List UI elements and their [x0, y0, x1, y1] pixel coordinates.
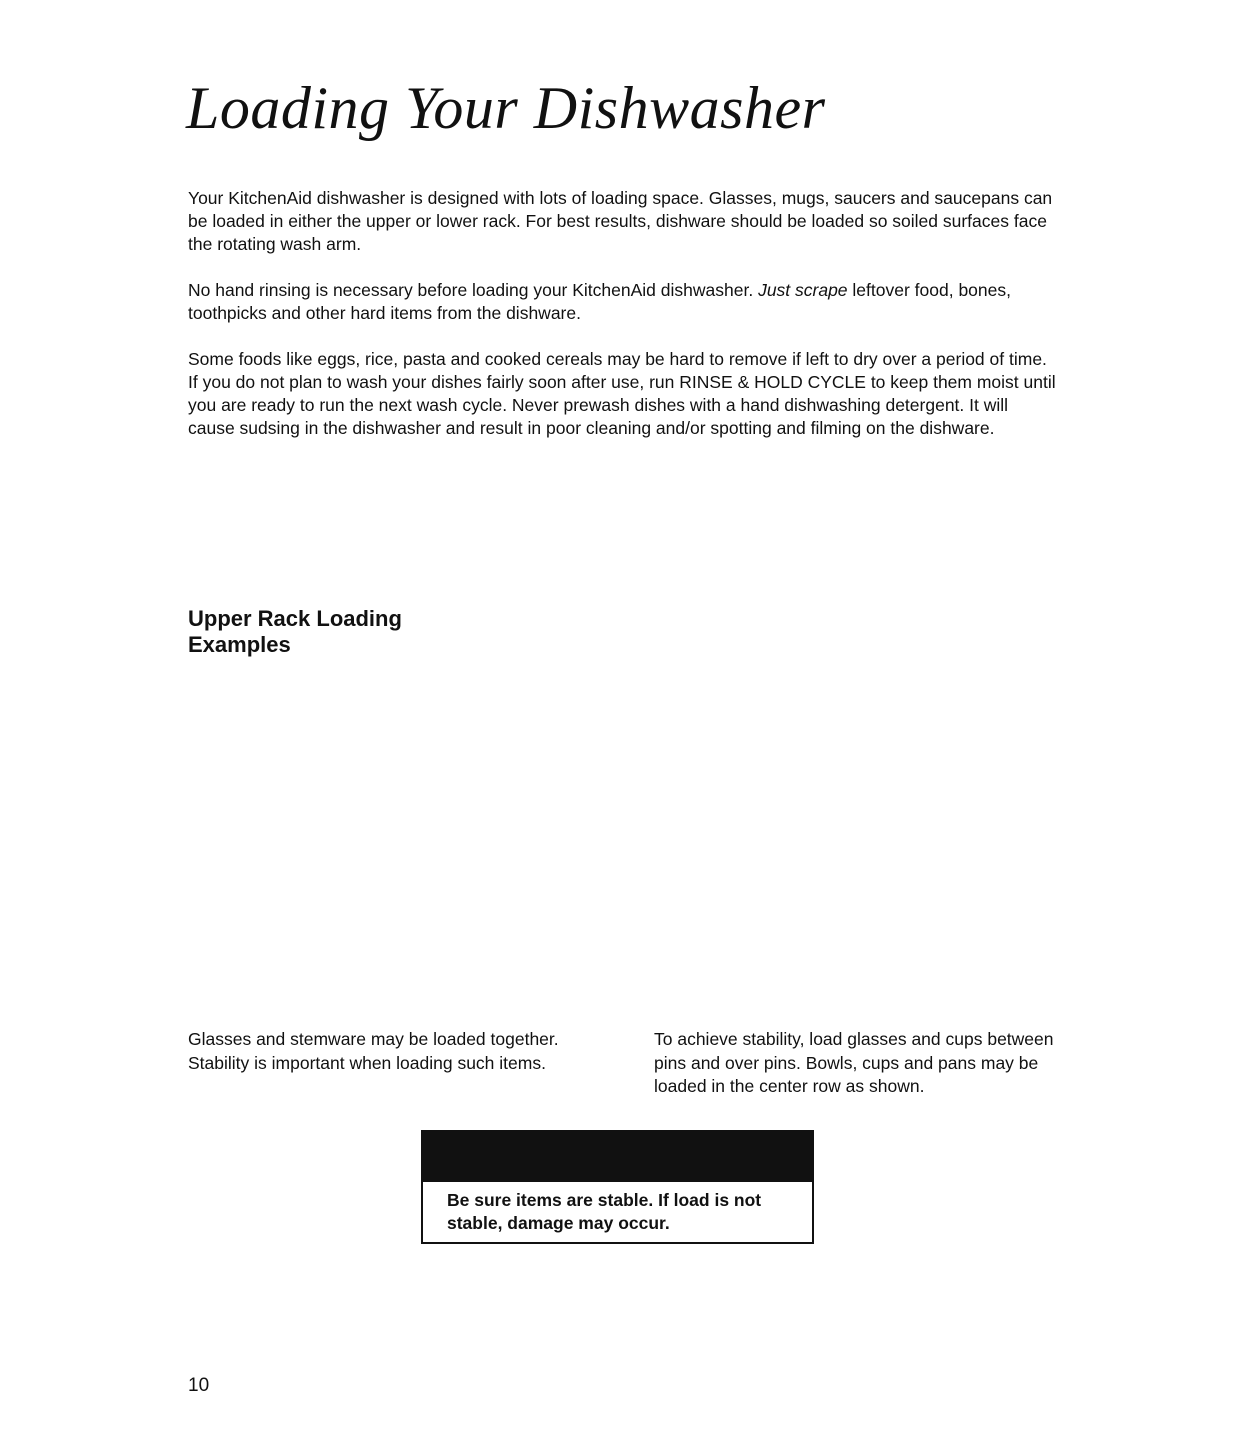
section-heading-line: Upper Rack Loading [188, 606, 402, 631]
caption-right: To achieve stability, load glasses and cups between pins and over pins. Bowls, cups and pans may be loaded in the center row as shown. [654, 1029, 1054, 1096]
page-title: Loading Your Dishwasher [186, 75, 826, 141]
intro-text-segment: No hand rinsing is necessary before loading your KitchenAid dishwasher. [188, 280, 759, 300]
intro-paragraph [188, 279, 1058, 325]
warning-text: Be sure items are stable. If load is not stable, damage may occur. [447, 1190, 762, 1233]
caption-left: Glasses and stemware may be loaded together. Stability is important when loading such items. [188, 1029, 559, 1073]
intro-paragraph: Your KitchenAid dishwasher is designed with lots of loading space. Glasses, mugs, saucers and saucepans can be loaded in either the upper or lower rack. For best results, dishware should be loaded so soiled surfaces face the rotating wash arm. [188, 188, 1053, 254]
intro-text-segment: leftover food, bones, toothpicks and other hard items from the dishware. [188, 280, 1011, 323]
warning-box [421, 1130, 814, 1244]
emphasis-text: Just scrape [758, 280, 848, 300]
section-heading [188, 606, 448, 658]
warning-header-bar [423, 1132, 812, 1182]
intro-paragraph: Some foods like eggs, rice, pasta and cooked cereals may be hard to remove if left to dry over a period of time. If you do not plan to wash your dishes fairly soon after use, run RINSE & HOLD CYCLE to keep them moist until you are ready to run the next wash cycle. Never prewash dishes with a hand dishwashing detergent. It will cause sudsing in the dishwasher and result in poor cleaning and/or spotting and filming on the dishware. [188, 349, 1056, 438]
page-number: 10 [188, 1375, 210, 1396]
intro-text [188, 187, 1058, 463]
section-heading-line: Examples [188, 632, 291, 657]
